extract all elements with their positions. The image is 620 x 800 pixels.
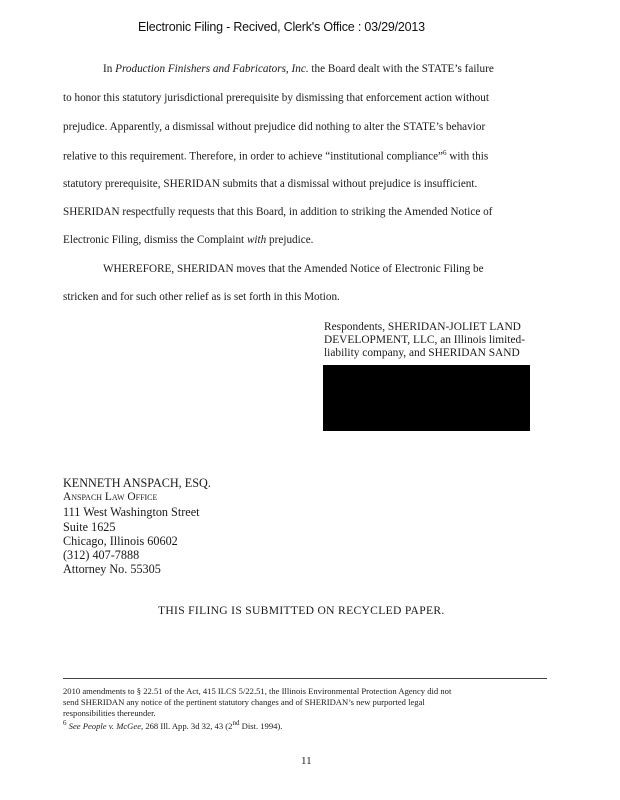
paragraph-1-line-2: to honor this statutory jurisdictional prerequisite by dismissing that enforcement action without (63, 92, 489, 104)
paragraph-1-line-7: Electronic Filing, dismiss the Complaint with prejudice. (63, 234, 314, 246)
attorney-number: Attorney No. 55305 (63, 562, 161, 576)
paragraph-1-line-1: In Production Finishers and Fabricators, Inc. the Board dealt with the STATE’s failure (103, 63, 494, 75)
recycled-paper-notice: THIS FILING IS SUBMITTED ON RECYCLED PAPER. (158, 604, 445, 617)
footnote-5-line-1: 2010 amendments to § 22.51 of the Act, 415 ILCS 5/22.51, the Illinois Environmental Protection Agency did not (63, 686, 452, 696)
redacted-signature-block (323, 365, 530, 431)
footnote-5-line-3: responsibilities thereunder. (63, 708, 156, 718)
law-office: Anspach Law Office (63, 491, 158, 503)
paragraph-1-line-4: relative to this requirement. Therefore, in order to achieve “institutional compliance”$^6$ with this (63, 149, 489, 163)
footnote-6: $^6$ See People v. McGee, 268 Ill. App. 3d 32, 43 (2nd Dist. 1994). (63, 719, 283, 731)
signature-line-3: liability company, and SHERIDAN SAND (324, 347, 520, 359)
paragraph-1-line-6: SHERIDAN respectfully requests that this Board, in addition to striking the Amended Notice of (63, 206, 493, 218)
signature-line-1: Respondents, SHERIDAN-JOLIET LAND (324, 321, 521, 333)
suite: Suite 1625 (63, 520, 116, 534)
phone-number: (312) 407-7888 (63, 548, 140, 562)
footnote-divider (63, 678, 547, 679)
case-name: Production Finishers and Fabricators, Inc. (115, 63, 309, 75)
signature-line-2: DEVELOPMENT, LLC, an Illinois limited- (324, 334, 525, 346)
street-address: 111 West Washington Street (63, 505, 200, 519)
paragraph-1-line-3: prejudice. Apparently, a dismissal without prejudice did nothing to alter the STATE’s behavior (63, 121, 486, 133)
footnote-ref-6: 6 (443, 149, 447, 157)
paragraph-2-line-1: WHEREFORE, SHERIDAN moves that the Amended Notice of Electronic Filing be (103, 263, 484, 275)
filing-stamp: Electronic Filing - Recived, Clerk's Office : 03/29/2013 (138, 20, 425, 34)
city-state-zip: Chicago, Illinois 60602 (63, 534, 178, 548)
paragraph-2-line-2: stricken and for such other relief as is set forth in this Motion. (63, 291, 340, 303)
paragraph-1-line-5: statutory prerequisite, SHERIDAN submits that a dismissal without prejudice is insufficient. (63, 178, 478, 190)
footnote-5-line-2: send SHERIDAN any notice of the pertinent statutory changes and of SHERIDAN’s new purported legal (63, 697, 425, 707)
attorney-name: KENNETH ANSPACH, ESQ. (63, 476, 211, 490)
page-number: 11 (301, 755, 312, 767)
